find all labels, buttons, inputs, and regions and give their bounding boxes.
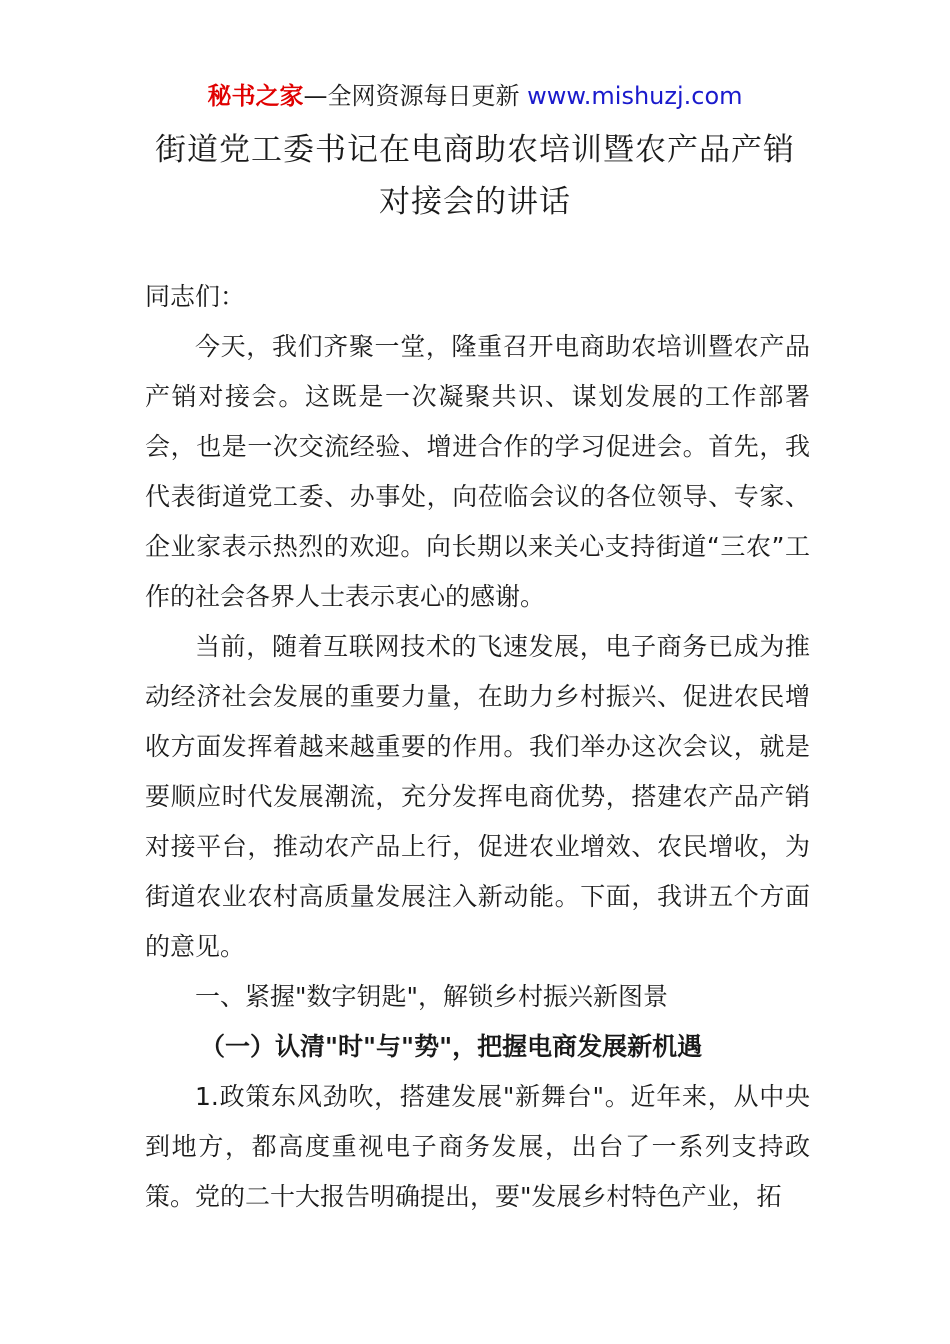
paragraph-policy: 1.政策东风劲吹，搭建发展"新舞台"。近年来，从中央到地方，都高度重视电子商务发展，出台了一系列支持政策。党的二十大报告明确提出，要"发展乡村特色产业，拓 xyxy=(145,1082,810,1211)
site-header xyxy=(0,80,950,112)
subsection-heading-1: （一）认清"时"与"势"，把握电商发展新机遇 xyxy=(200,1032,703,1061)
paragraph-opening: 今天，我们齐聚一堂，隆重召开电商助农培训暨农产品产销对接会。这既是一次凝聚共识、谋划发展的工作部署会，也是一次交流经验、增进合作的学习促进会。首先，我代表街道党工委、办事处，向莅临会议的各位领导、专家、企业家表示热烈的欢迎。向长期以来关心支持街道“三农”工作的社会各界人士表示衷心的感谢。 xyxy=(145,332,810,611)
title-line-2: 对接会的讲话 xyxy=(379,184,571,220)
brand-name: 秘书之家 xyxy=(207,82,304,110)
header-tagline: —全网资源每日更新 xyxy=(303,82,528,110)
section-heading-1: 一、紧握"数字钥匙"，解锁乡村振兴新图景 xyxy=(195,982,668,1011)
site-url[interactable]: www.mishuzj.com xyxy=(527,82,743,110)
paragraph-background: 当前，随着互联网技术的飞速发展，电子商务已成为推动经济社会发展的重要力量，在助力乡村振兴、促进农民增收方面发挥着越来越重要的作用。我们举办这次会议，就是要顺应时代发展潮流，充分发挥电商优势，搭建农产品产销对接平台，推动农产品上行，促进农业增效、农民增收，为街道农业农村高质量发展注入新动能。下面，我讲五个方面的意见。 xyxy=(145,632,810,961)
title-line-1: 街道党工委书记在电商助农培训暨农产品产销 xyxy=(155,132,795,168)
salutation: 同志们： xyxy=(145,282,246,311)
document-body xyxy=(145,272,810,1222)
document-title xyxy=(100,124,850,228)
